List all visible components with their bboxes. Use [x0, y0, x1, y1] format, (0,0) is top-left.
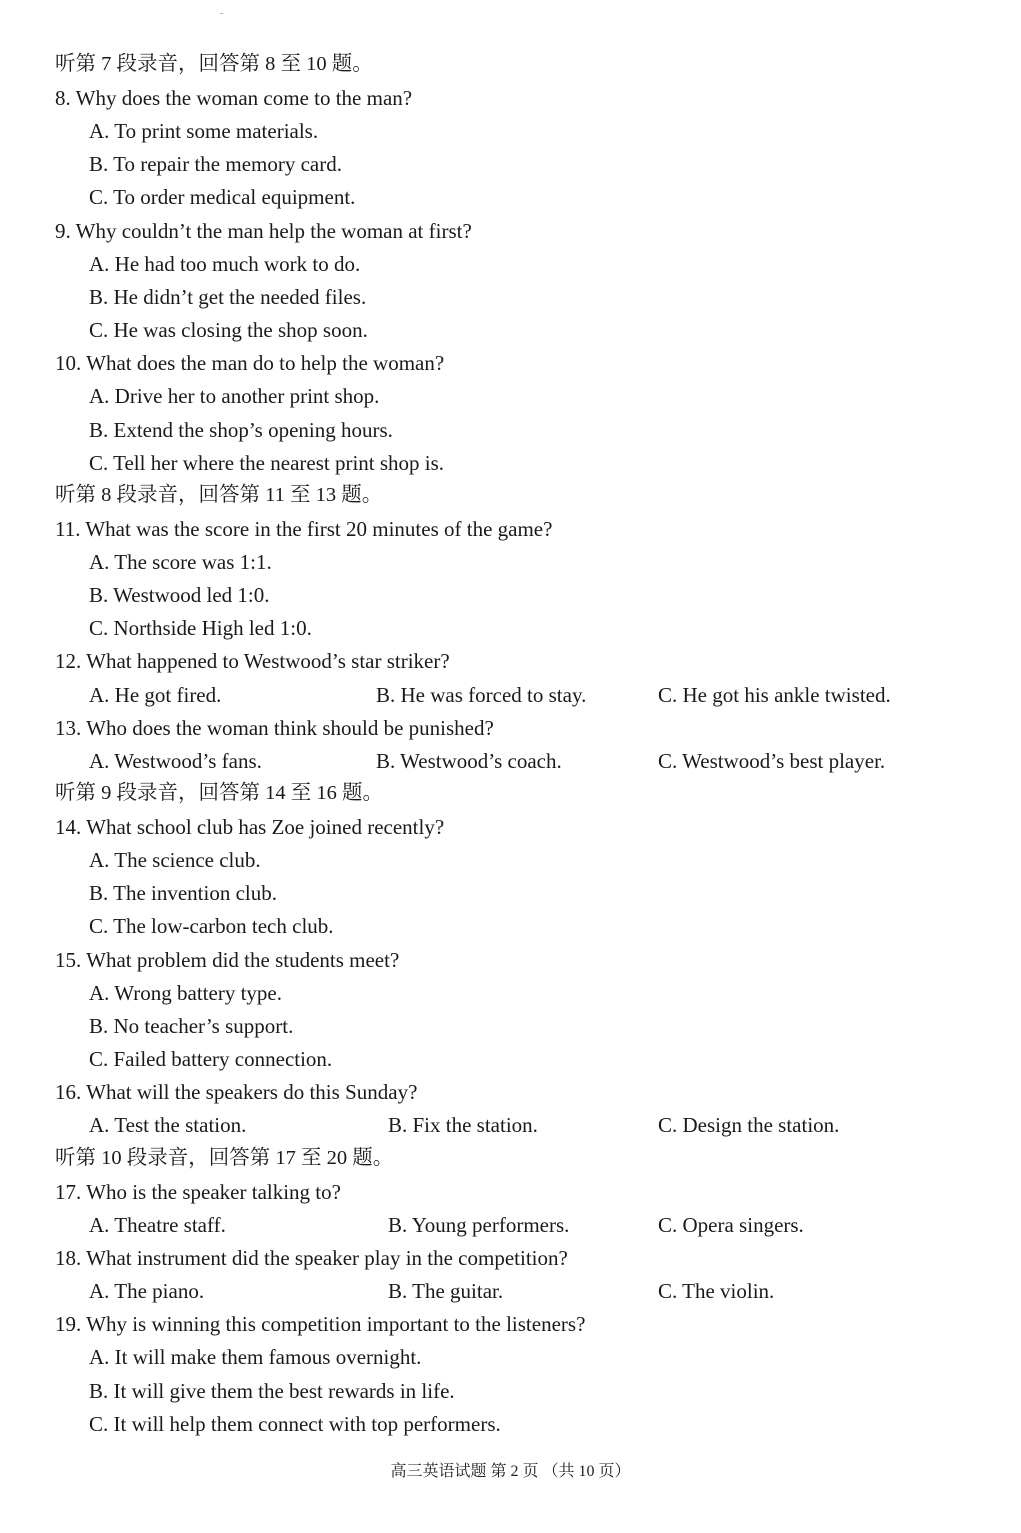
section-heading-8: 听第 8 段录音，回答第 11 至 13 题。: [55, 484, 383, 506]
option-12c: C. He got his ankle twisted.: [658, 683, 891, 707]
question-18: 18. What instrument did the speaker play in the competition?: [55, 1246, 568, 1270]
option-15c: C. Failed battery connection.: [89, 1047, 333, 1071]
option-14c: C. The low-carbon tech club.: [89, 914, 334, 938]
question-12: 12. What happened to Westwood’s star striker?: [55, 649, 450, 673]
option-16a: A. Test the station.: [89, 1113, 247, 1137]
question-10: 10. What does the man do to help the woman?: [55, 351, 445, 375]
question-16: 16. What will the speakers do this Sunday?: [55, 1080, 418, 1104]
option-13c: C. Westwood’s best player.: [658, 749, 886, 773]
option-18a: A. The piano.: [89, 1279, 205, 1303]
question-19: 19. Why is winning this competition important to the listeners?: [55, 1312, 586, 1336]
option-11a: A. The score was 1:1.: [89, 550, 272, 574]
scan-mark: -: [220, 8, 224, 19]
option-12b: B. He was forced to stay.: [376, 683, 587, 707]
question-13: 13. Who does the woman think should be punished?: [55, 716, 494, 740]
option-19a: A. It will make them famous overnight.: [89, 1345, 422, 1369]
option-8a: A. To print some materials.: [89, 119, 319, 143]
option-18c: C. The violin.: [658, 1279, 775, 1303]
option-9a: A. He had too much work to do.: [89, 252, 361, 276]
question-15: 15. What problem did the students meet?: [55, 948, 400, 972]
question-8: 8. Why does the woman come to the man?: [55, 86, 413, 110]
option-17c: C. Opera singers.: [658, 1213, 804, 1237]
option-9b: B. He didn’t get the needed files.: [89, 285, 367, 309]
option-19b: B. It will give them the best rewards in life.: [89, 1379, 455, 1403]
option-16c: C. Design the station.: [658, 1113, 840, 1137]
option-17a: A. Theatre staff.: [89, 1213, 226, 1237]
option-10c: C. Tell her where the nearest print shop is.: [89, 451, 445, 475]
option-8b: B. To repair the memory card.: [89, 152, 342, 176]
option-18b: B. The guitar.: [388, 1279, 504, 1303]
page-footer: 高三英语试题 第 2 页 （共 10 页）: [390, 1463, 631, 1480]
section-heading-9: 听第 9 段录音，回答第 14 至 16 题。: [55, 782, 383, 804]
option-12a: A. He got fired.: [89, 683, 222, 707]
option-14b: B. The invention club.: [89, 881, 278, 905]
option-16b: B. Fix the station.: [388, 1113, 538, 1137]
option-13a: A. Westwood’s fans.: [89, 749, 262, 773]
option-14a: A. The science club.: [89, 848, 261, 872]
question-14: 14. What school club has Zoe joined recently?: [55, 815, 445, 839]
option-17b: B. Young performers.: [388, 1213, 570, 1237]
option-10a: A. Drive her to another print shop.: [89, 384, 380, 408]
section-heading-10: 听第 10 段录音，回答第 17 至 20 题。: [55, 1147, 394, 1169]
section-heading-7: 听第 7 段录音，回答第 8 至 10 题。: [55, 53, 373, 75]
option-15a: A. Wrong battery type.: [89, 981, 282, 1005]
option-13b: B. Westwood’s coach.: [376, 749, 562, 773]
question-9: 9. Why couldn’t the man help the woman at first?: [55, 219, 472, 243]
option-11c: C. Northside High led 1:0.: [89, 616, 312, 640]
option-11b: B. Westwood led 1:0.: [89, 583, 270, 607]
question-17: 17. Who is the speaker talking to?: [55, 1180, 341, 1204]
question-11: 11. What was the score in the first 20 minutes of the game?: [55, 517, 553, 541]
option-9c: C. He was closing the shop soon.: [89, 318, 368, 342]
option-19c: C. It will help them connect with top performers.: [89, 1412, 501, 1436]
option-10b: B. Extend the shop’s opening hours.: [89, 418, 393, 442]
option-8c: C. To order medical equipment.: [89, 185, 356, 209]
option-15b: B. No teacher’s support.: [89, 1014, 294, 1038]
